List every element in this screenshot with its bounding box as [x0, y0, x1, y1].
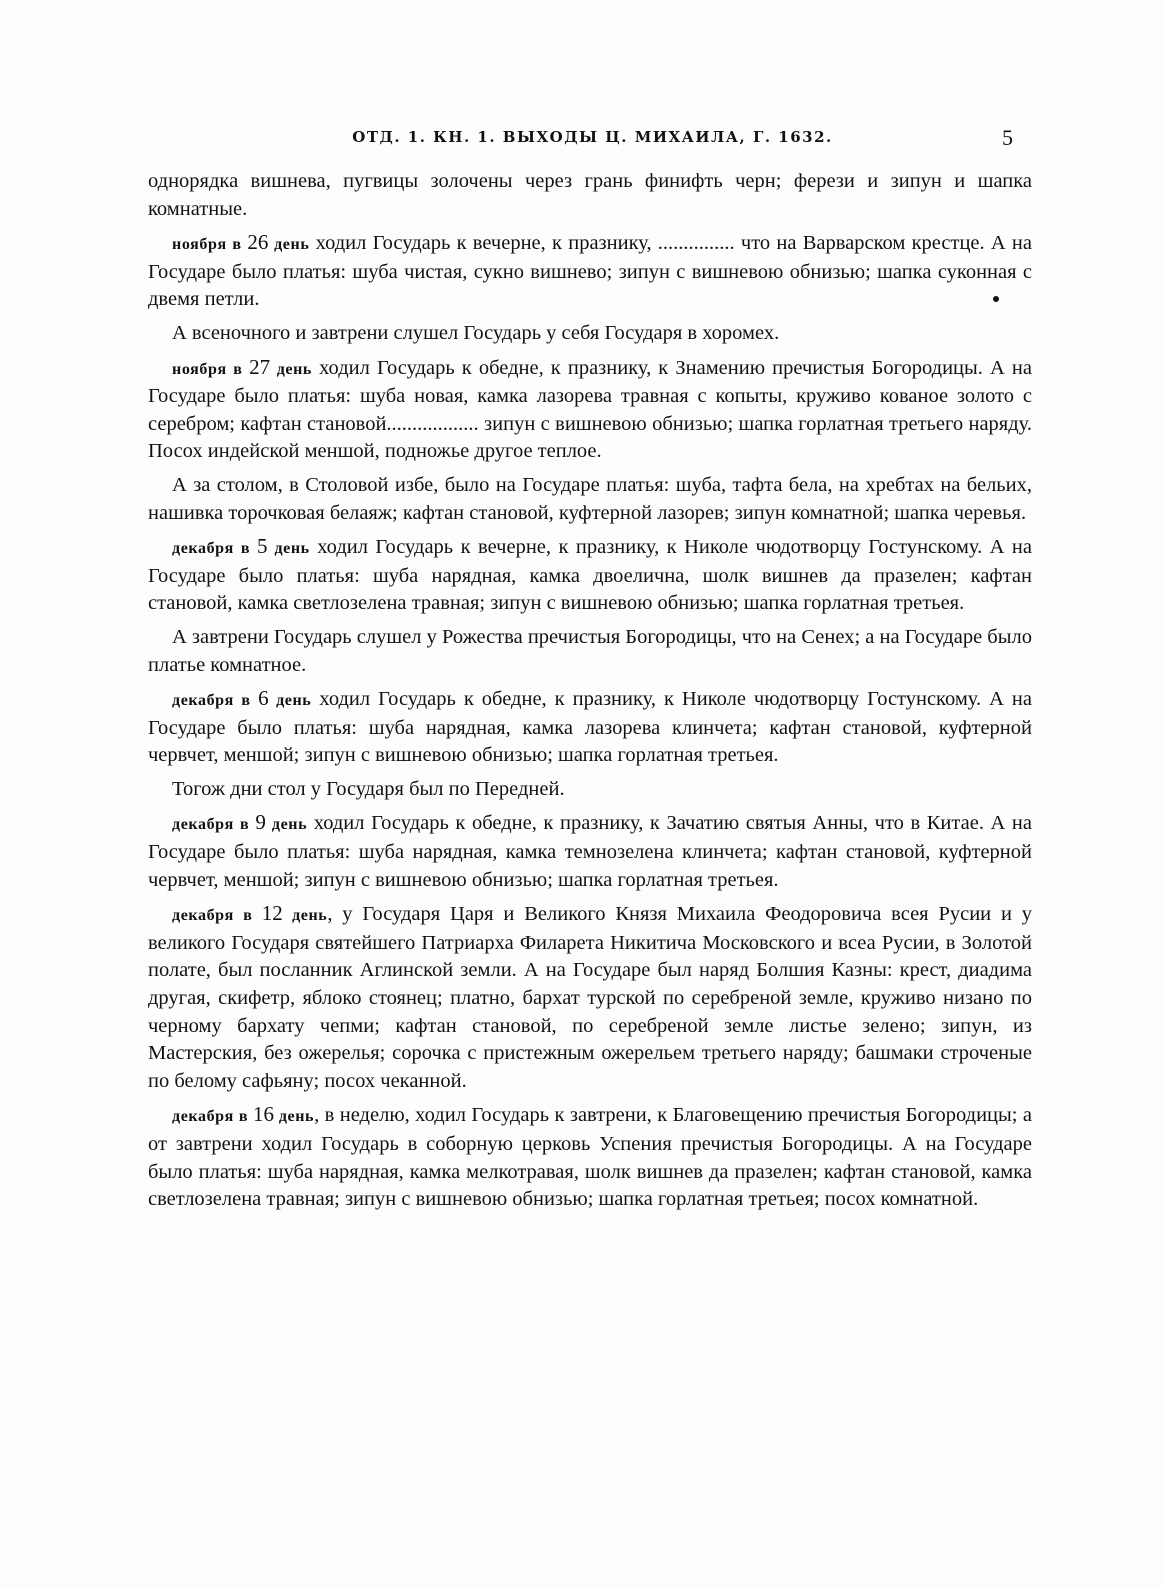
entry-date: декабря в 12 день — [172, 901, 328, 926]
paragraph — [148, 809, 1032, 894]
entry-date: декабря в 16 день — [172, 1102, 315, 1127]
paragraph-text: ходил Государь к вечерне, к празнику, к Николе чюдотворцу Гостунскому. А на Государе было платья: шуба нарядная, камка двоелична, шолк вишнев да празелен; кафтан становой, камка светлозелена травная; зипун с вишневою обнизью; шапка горлатная третьея. — [148, 536, 1032, 615]
paragraph-text: ходил Государь к обедне, к празнику, к Зачатию святыя Анны, что в Китае. А на Государе было платья: шуба нарядная, камка темнозелена клинчета; кафтан становой, куфтерной червчет, меншой; зипун с вишневою обнизью; шапка горлатная третьея. — [148, 812, 1032, 891]
paragraph — [148, 624, 1032, 679]
entry-date: декабря в 5 день — [172, 534, 310, 559]
date-day-number: 5 — [257, 534, 268, 559]
paragraph — [148, 320, 1032, 348]
paragraph — [148, 1101, 1032, 1213]
entry-date: ноября в 27 день — [172, 354, 312, 379]
paragraph-text: , у Государя Царя и Великого Князя Михаила Феодоровича всея Русии и у великого Государя святейшего Патриарха Филарета Никитича Московского и всеа Русии, в Золотой полате, был посланник Аглинской земли. А на Государе был наряд Болшия Казны: крест, диадима другая, скифетр, яблоко стоянец; платно, бархат турской по серебреной земле, круживо низано по черному бархату чепми; кафтан становой, по серебреной земле листье зелено; зипун, из Мастерския, без ожерелья; сорочка с пристежным ожерельем третьего наряду; башмаки строченые по белому сафьяну; посох чеканной. — [148, 903, 1033, 1092]
date-day-number: 27 — [249, 354, 271, 379]
paragraph — [148, 533, 1032, 618]
entry-date: ноября в 26 день — [172, 230, 310, 255]
page-number: 5 — [1002, 125, 1013, 150]
paragraph-text: ходил Государь к обедне, к празнику, к Знамению пречистыя Богородицы. А на Государе было платья: шуба новая, камка лазорева травная с копыты, круживо кованое золото с серебром; кафтан становой.................. зипун с вишневою обнизью; шапка горлатная третьего наряду. Посох индейской меншой, подножье другое теплое. — [148, 356, 1033, 463]
body-text — [148, 168, 1032, 1220]
paragraph — [148, 354, 1032, 466]
paragraph-text: , в неделю, ходил Государь к завтрени, к Благовещению пречистыя Богородицы; а от завтрени ходил Государь в соборную церковь Успения пречистыя Богородицы. А на Государе было платья: шуба нарядная, камка мелкотравая, шолк вишнев да празелен; кафтан становой, камка светлозелена травная; зипун с вишневою обнизью; шапка горлатная третьея; посох комнатной. — [148, 1104, 1033, 1211]
ink-dot-mark — [993, 296, 999, 302]
running-head: ОТД. 1. КН. 1. ВЫХОДЫ Ц. МИХАИЛА, Г. 1632. — [352, 128, 833, 146]
paragraph — [148, 776, 1032, 804]
paragraph-text: Тогож дни стол у Государя был по Передней. — [172, 777, 565, 800]
date-day-number: 16 — [252, 1102, 274, 1127]
date-day-number: 26 — [247, 230, 269, 255]
paragraph-text: ходил Государь к вечерне, к празнику, ............... что на Варварском крестце. А на Государе было платья: шуба чистая, сукно вишнево; зипун с вишневою обнизью; шапка суконная с двемя петли. — [148, 232, 1033, 311]
paragraph — [148, 229, 1032, 314]
date-day-number: 9 — [255, 810, 266, 835]
date-day-number: 6 — [258, 686, 269, 711]
paragraph — [148, 472, 1032, 527]
page-header — [150, 125, 1035, 158]
paragraph-text: А завтрени Государь слушел у Рожества пречистыя Богородицы, что на Сенех; а на Государе было платье комнатное. — [148, 625, 1032, 676]
paragraph-text: А за столом, в Столовой избе, было на Государе платья: шуба, тафта бела, на хребтах на бельих, нашивка торочковая белаяж; кафтан становой, куфтерной лазорев; зипун комнатной; шапка черевья. — [148, 473, 1032, 524]
date-day-number: 12 — [261, 901, 283, 926]
paragraph-text: А всеночного и завтрени слушел Государь у себя Государя в хоромех. — [172, 321, 780, 344]
entry-date: декабря в 9 день — [172, 810, 308, 835]
paragraph — [148, 168, 1032, 223]
paragraph — [148, 685, 1032, 770]
paragraph — [148, 900, 1032, 1095]
paragraph-text: ходил Государь к обедне, к празнику, к Николе чюдотворцу Гостунскому. А на Государе было платья: шуба нарядная, камка лазорева клинчета; кафтан становой, куфтерной червчет, меншой; зипун с вишневою обнизью; шапка горлатная третьея. — [148, 688, 1032, 767]
entry-date: декабря в 6 день — [172, 686, 312, 711]
paragraph-text: однорядка вишнева, пугвицы золочены через грань финифть черн; ферези и зипун и шапка комнатные. — [148, 170, 1032, 220]
